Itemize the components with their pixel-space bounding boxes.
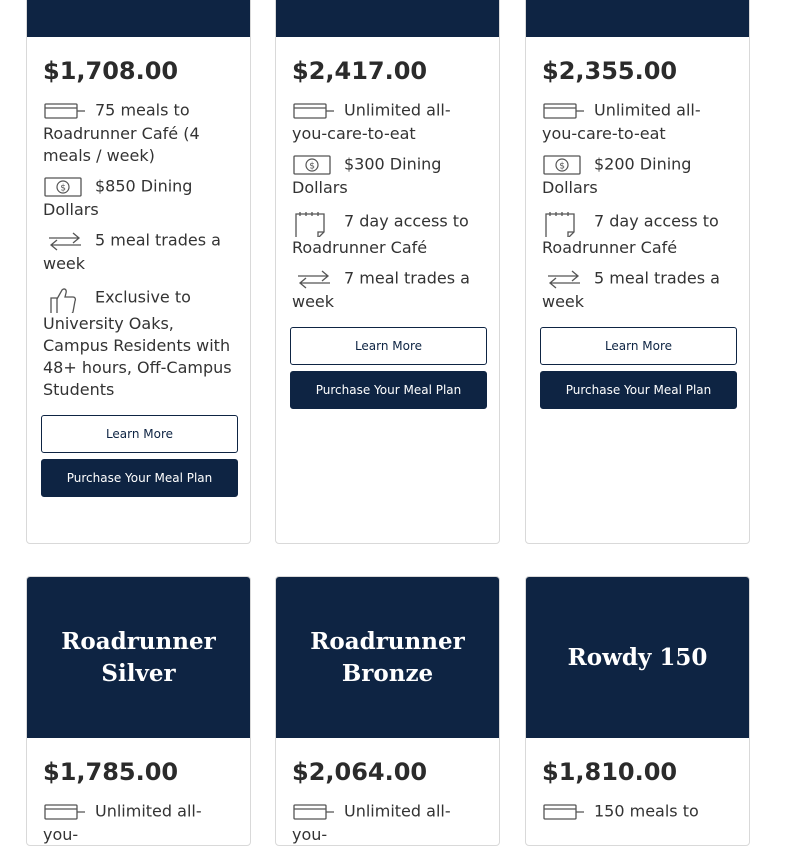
- dollar-bill-icon: [292, 153, 336, 177]
- learn-more-button[interactable]: Learn More: [540, 327, 737, 365]
- card-header: [27, 0, 250, 37]
- thumbs-up-icon: [43, 283, 87, 313]
- feature-text: Unlimited all-you-: [43, 801, 202, 844]
- plan-price: $1,810.00: [542, 758, 678, 786]
- feature-text: 75 meals to Roadrunner Café (4 meals / week): [43, 100, 200, 165]
- feature-meals: [292, 99, 485, 145]
- feature-text: 5 meal trades a week: [542, 268, 720, 311]
- purchase-meal-plan-button[interactable]: Purchase Your Meal Plan: [41, 459, 238, 497]
- card-swipe-icon: [43, 99, 87, 123]
- feature-meal-trades: [292, 267, 485, 313]
- learn-more-button[interactable]: Learn More: [41, 415, 238, 453]
- card-title: Roadrunner Silver: [27, 577, 250, 738]
- card-title: Rowdy 150: [526, 577, 749, 738]
- trade-arrows-icon: [292, 267, 336, 291]
- learn-more-button[interactable]: Learn More: [290, 327, 487, 365]
- feature-text: 7 day access to Roadrunner Café: [542, 211, 719, 257]
- feature-text: $850 Dining Dollars: [43, 176, 193, 219]
- meal-plan-card-3: [525, 0, 750, 544]
- meal-plan-card-2: [275, 0, 500, 544]
- card-swipe-icon: [542, 99, 586, 123]
- feature-text: 150 meals to: [594, 801, 699, 821]
- trade-arrows-icon: [542, 267, 586, 291]
- card-swipe-icon: [542, 800, 586, 824]
- card-header: [526, 0, 749, 37]
- feature-access: [292, 207, 485, 259]
- purchase-meal-plan-button[interactable]: Purchase Your Meal Plan: [290, 371, 487, 409]
- plan-price: $2,355.00: [542, 57, 678, 85]
- plan-price: $1,785.00: [43, 758, 179, 786]
- feature-eligibility: [43, 283, 236, 401]
- card-swipe-icon: [292, 99, 336, 123]
- svg-text:$: $: [559, 161, 566, 172]
- feature-access: [542, 207, 735, 259]
- feature-text: Unlimited all-you-care-to-eat: [292, 100, 451, 143]
- feature-text: $200 Dining Dollars: [542, 154, 692, 197]
- feature-meals: [43, 99, 236, 167]
- feature-text: $300 Dining Dollars: [292, 154, 442, 197]
- feature-text: Unlimited all-you-care-to-eat: [542, 100, 701, 143]
- feature-meals: [43, 800, 236, 846]
- dollar-bill-icon: [542, 153, 586, 177]
- meal-plan-card-silver: [26, 576, 251, 846]
- trade-arrows-icon: [43, 229, 87, 253]
- feature-text: Unlimited all-you-: [292, 801, 451, 844]
- meal-plan-card-bronze: [275, 576, 500, 846]
- plan-price: $2,064.00: [292, 758, 428, 786]
- card-swipe-icon: [292, 800, 336, 824]
- feature-dining-dollars: [43, 175, 236, 221]
- dollar-bill-icon: [43, 175, 87, 199]
- calendar-icon: [542, 207, 586, 237]
- meal-plan-card-1: [26, 0, 251, 544]
- feature-dining-dollars: [542, 153, 735, 199]
- feature-dining-dollars: [292, 153, 485, 199]
- feature-text: 7 meal trades a week: [292, 268, 470, 311]
- feature-meals: [292, 800, 485, 846]
- card-title: Roadrunner Bronze: [276, 577, 499, 738]
- feature-meals: [542, 99, 735, 145]
- feature-meal-trades: [43, 229, 236, 275]
- feature-text: 5 meal trades a week: [43, 230, 221, 273]
- purchase-meal-plan-button[interactable]: Purchase Your Meal Plan: [540, 371, 737, 409]
- feature-text: 7 day access to Roadrunner Café: [292, 211, 469, 257]
- feature-text: Exclusive to University Oaks, Campus Residents with 48+ hours, Off-Campus Students: [43, 287, 232, 399]
- svg-text:$: $: [309, 161, 316, 172]
- card-header: [276, 0, 499, 37]
- svg-text:$: $: [60, 183, 67, 194]
- plan-price: $1,708.00: [43, 57, 179, 85]
- feature-meal-trades: [542, 267, 735, 313]
- feature-meals: [542, 800, 735, 824]
- card-swipe-icon: [43, 800, 87, 824]
- meal-plan-card-rowdy-150: [525, 576, 750, 846]
- plan-price: $2,417.00: [292, 57, 428, 85]
- calendar-icon: [292, 207, 336, 237]
